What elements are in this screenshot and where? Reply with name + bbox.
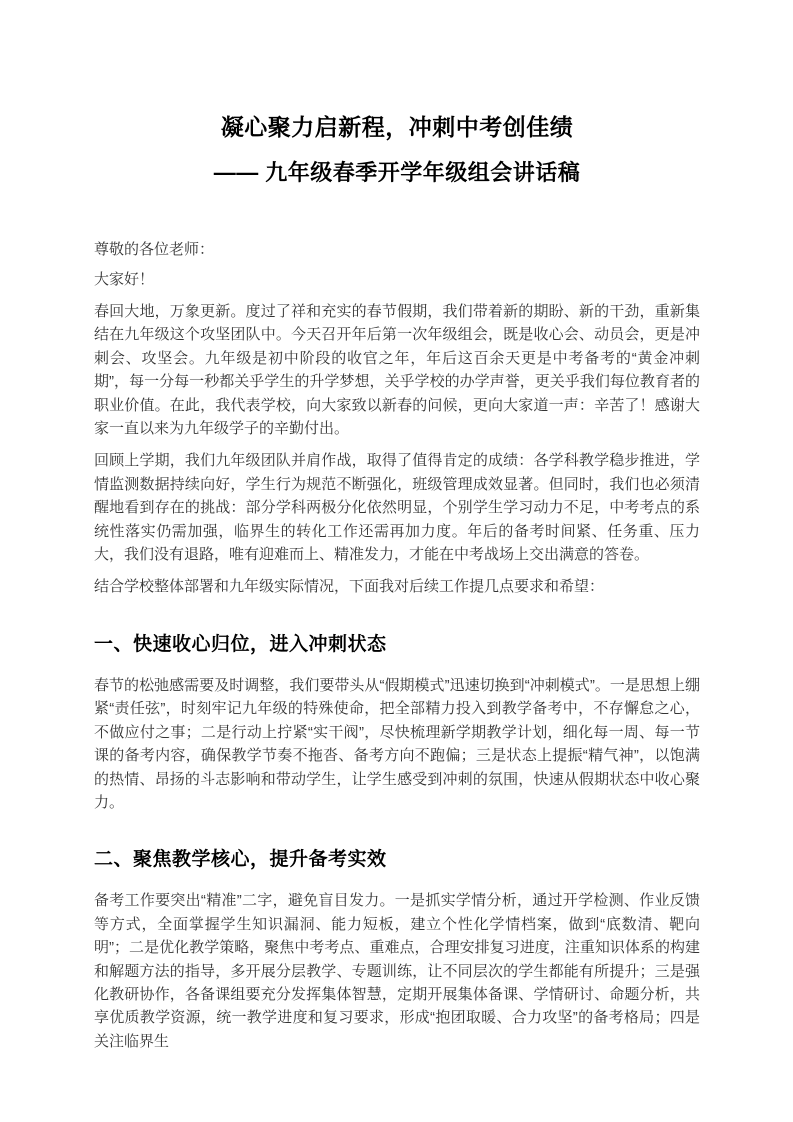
section-1-heading: 一、快速收心归位，进入冲刺状态 <box>94 633 387 655</box>
greeting-line: 大家好！ <box>94 271 155 288</box>
intro-paragraph-1: 春回大地，万象更新。度过了祥和充实的春节假期，我们带着新的期盼、新的干劲，重新集结在九年级这个攻坚团队中。今天召开年后第一次年级组会，既是收心会、动员会，更是冲刺会、攻坚会。九年级是初中阶段的收官之年，年后这百余天更是中考备考的“黄金冲刺期”，每一分每一秒都关乎学生的升学梦想，关乎学校的办学声誉，更关乎我们每位教育者的职业价值。在此，我代表学校，向大家致以新春的问候，更向大家道一声：辛苦了！感谢大家一直以来为九年级学子的辛勤付出。 <box>94 303 700 438</box>
document-title: 凝心聚力启新程，冲刺中考创佳绩 <box>220 114 574 140</box>
section-1-body: 春节的松弛感需要及时调整，我们要带头从“假期模式”迅速切换到“冲刺模式”。一是思想上绷紧“责任弦”，时刻牢记九年级的特殊使命，把全部精力投入到教学备考中，不存懈怠之心，不做应付之事；二是行动上拧紧“实干阀”，尽快梳理新学期教学计划，细化每一周、每一节课的备考内容，确保教学节奏不拖沓、备考方向不跑偏；三是状态上提振“精气神”，以饱满的热情、昂扬的斗志影响和带动学生，让学生感受到冲刺的氛围，快速从假期状态中收心聚力。 <box>94 676 700 811</box>
section-2-body: 备考工作要突出“精准”二字，避免盲目发力。一是抓实学情分析，通过开学检测、作业反馈等方式，全面掌握学生知识漏洞、能力短板，建立个性化学情档案，做到“底数清、靶向明”；二是优化教学策略，聚焦中考考点、重难点，合理安排复习进度，注重知识体系的构建和解题方法的指导，多开展分层教学、专题训练，让不同层次的学生都能有所提升；三是强化教研协作，各备课组要充分发挥集体智慧，定期开展集体备课、学情研讨、命题分析，共享优质教学资源，统一教学进度和复习要求，形成“抱团取暖、合力攻坚”的备考格局；四是关注临界生 <box>94 892 700 1050</box>
document-subtitle: —— 九年级春季开学年级组会讲话稿 <box>213 160 581 185</box>
intro-paragraph-3: 结合学校整体部署和九年级实际情况，下面我对后续工作提几点要求和希望： <box>94 578 605 596</box>
intro-paragraph-2: 回顾上学期，我们九年级团队并肩作战，取得了值得肯定的成绩：各学科教学稳步推进，学情监测数据持续向好，学生行为规范不断强化，班级管理成效显著。但同时，我们也必须清醒地看到存在的挑战：部分学科两极分化依然明显，个别学生学习动力不足，中考考点的系统性落实仍需加强，临界生的转化工作还需再加力度。年后的备考时间紧、任务重、压力大，我们没有退路，唯有迎难而上、精准发力，才能在中考战场上交出满意的答卷。 <box>94 452 700 564</box>
section-2-heading: 二、聚焦教学核心，提升备考实效 <box>94 849 387 871</box>
salutation-line: 尊敬的各位老师： <box>94 241 215 258</box>
